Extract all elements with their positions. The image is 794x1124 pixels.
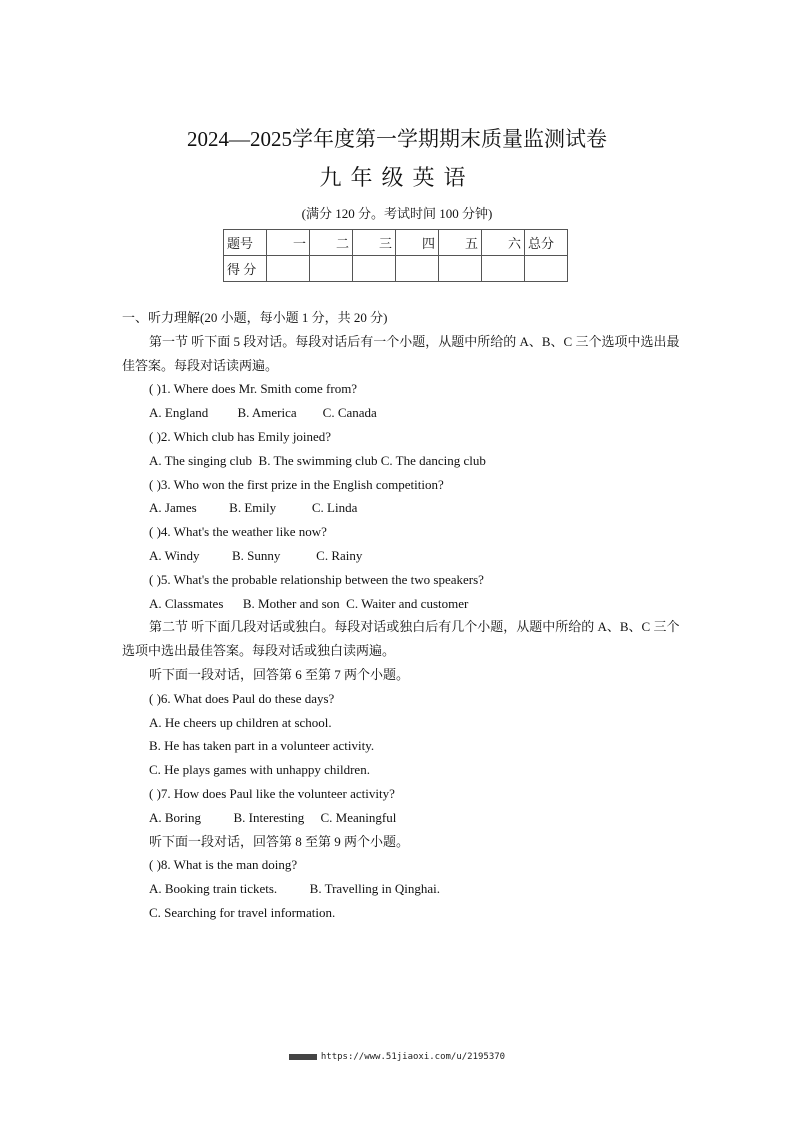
question-4: ( )4. What's the weather like now? xyxy=(149,524,327,540)
score-cell[interactable] xyxy=(353,256,396,282)
part2-instructions: 第二节 听下面几段对话或独白。每段对话或独白后有几个小题，从题中所给的 A、B、C 三个选项中选出最佳答案。每段对话或独白读两遍。 xyxy=(122,619,680,659)
group-8-9-instructions: 听下面一段对话，回答第 8 至第 9 两个小题。 xyxy=(149,833,410,849)
exam-title: 2024—2025学年度第一学期期末质量监测试卷 xyxy=(187,127,607,151)
score-cell[interactable] xyxy=(482,256,525,282)
page-footer xyxy=(0,1052,794,1062)
score-table-col-2: 二 xyxy=(310,230,353,256)
score-table-row-label: 题号 xyxy=(224,230,267,256)
question-3-options: A. James B. Emily C. Linda xyxy=(149,500,358,516)
group-6-7-instructions: 听下面一段对话，回答第 6 至第 7 两个小题。 xyxy=(149,666,410,682)
exam-subtitle: 九年级英语 xyxy=(319,165,475,190)
question-6-option-a: A. He cheers up children at school. xyxy=(149,714,332,730)
score-table-score-row xyxy=(224,256,568,282)
question-2-options: A. The singing club B. The swimming club C. The dancing club xyxy=(149,452,486,468)
section-heading: 一、听力理解(20 小题，每小题 1 分，共 20 分) xyxy=(122,310,388,325)
score-table-col-1: 一 xyxy=(267,230,310,256)
question-6: ( )6. What does Paul do these days? xyxy=(149,690,335,706)
question-6-option-b: B. He has taken part in a volunteer activity. xyxy=(149,738,375,754)
question-8-option-c: C. Searching for travel information. xyxy=(149,904,336,920)
question-7-options: A. Boring B. Interesting C. Meaningful xyxy=(149,809,397,825)
score-table-col-4: 四 xyxy=(396,230,439,256)
question-5-options: A. Classmates B. Mother and son C. Waiter and customer xyxy=(149,595,469,611)
score-cell[interactable] xyxy=(310,256,353,282)
question-8: ( )8. What is the man doing? xyxy=(149,857,298,873)
question-7: ( )7. How does Paul like the volunteer activity? xyxy=(149,785,395,801)
question-1: ( )1. Where does Mr. Smith come from? xyxy=(149,381,358,397)
score-table-col-6: 六 xyxy=(482,230,525,256)
question-2: ( )2. Which club has Emily joined? xyxy=(149,428,332,444)
question-4-options: A. Windy B. Sunny C. Rainy xyxy=(149,547,363,563)
score-cell-total[interactable] xyxy=(525,256,568,282)
question-6-option-c: C. He plays games with unhappy children. xyxy=(149,762,370,778)
score-cell[interactable] xyxy=(396,256,439,282)
score-cell[interactable] xyxy=(439,256,482,282)
question-5: ( )5. What's the probable relationship between the two speakers? xyxy=(149,571,484,587)
site-logo-icon xyxy=(289,1054,317,1060)
score-table-header-row xyxy=(224,230,568,256)
question-3: ( )3. Who won the first prize in the English competition? xyxy=(149,476,444,492)
score-table xyxy=(223,229,568,282)
score-table-total: 总分 xyxy=(525,230,568,256)
score-table-col-3: 三 xyxy=(353,230,396,256)
footer-url-link[interactable]: https://www.51jiaoxi.com/u/2195370 xyxy=(320,1052,506,1062)
exam-note: (满分 120 分。考试时间 100 分钟) xyxy=(301,206,493,221)
score-row-label: 得 分 xyxy=(224,256,267,282)
score-cell[interactable] xyxy=(267,256,310,282)
question-1-options: A. England B. America C. Canada xyxy=(149,405,377,421)
question-8-options-ab: A. Booking train tickets. B. Travelling in Qinghai. xyxy=(149,881,441,897)
part1-instructions: 第一节 听下面 5 段对话。每段对话后有一个小题，从题中所给的 A、B、C 三个选项中选出最佳答案。每段对话读两遍。 xyxy=(122,333,680,373)
listening-section xyxy=(122,306,682,925)
score-table-col-5: 五 xyxy=(439,230,482,256)
